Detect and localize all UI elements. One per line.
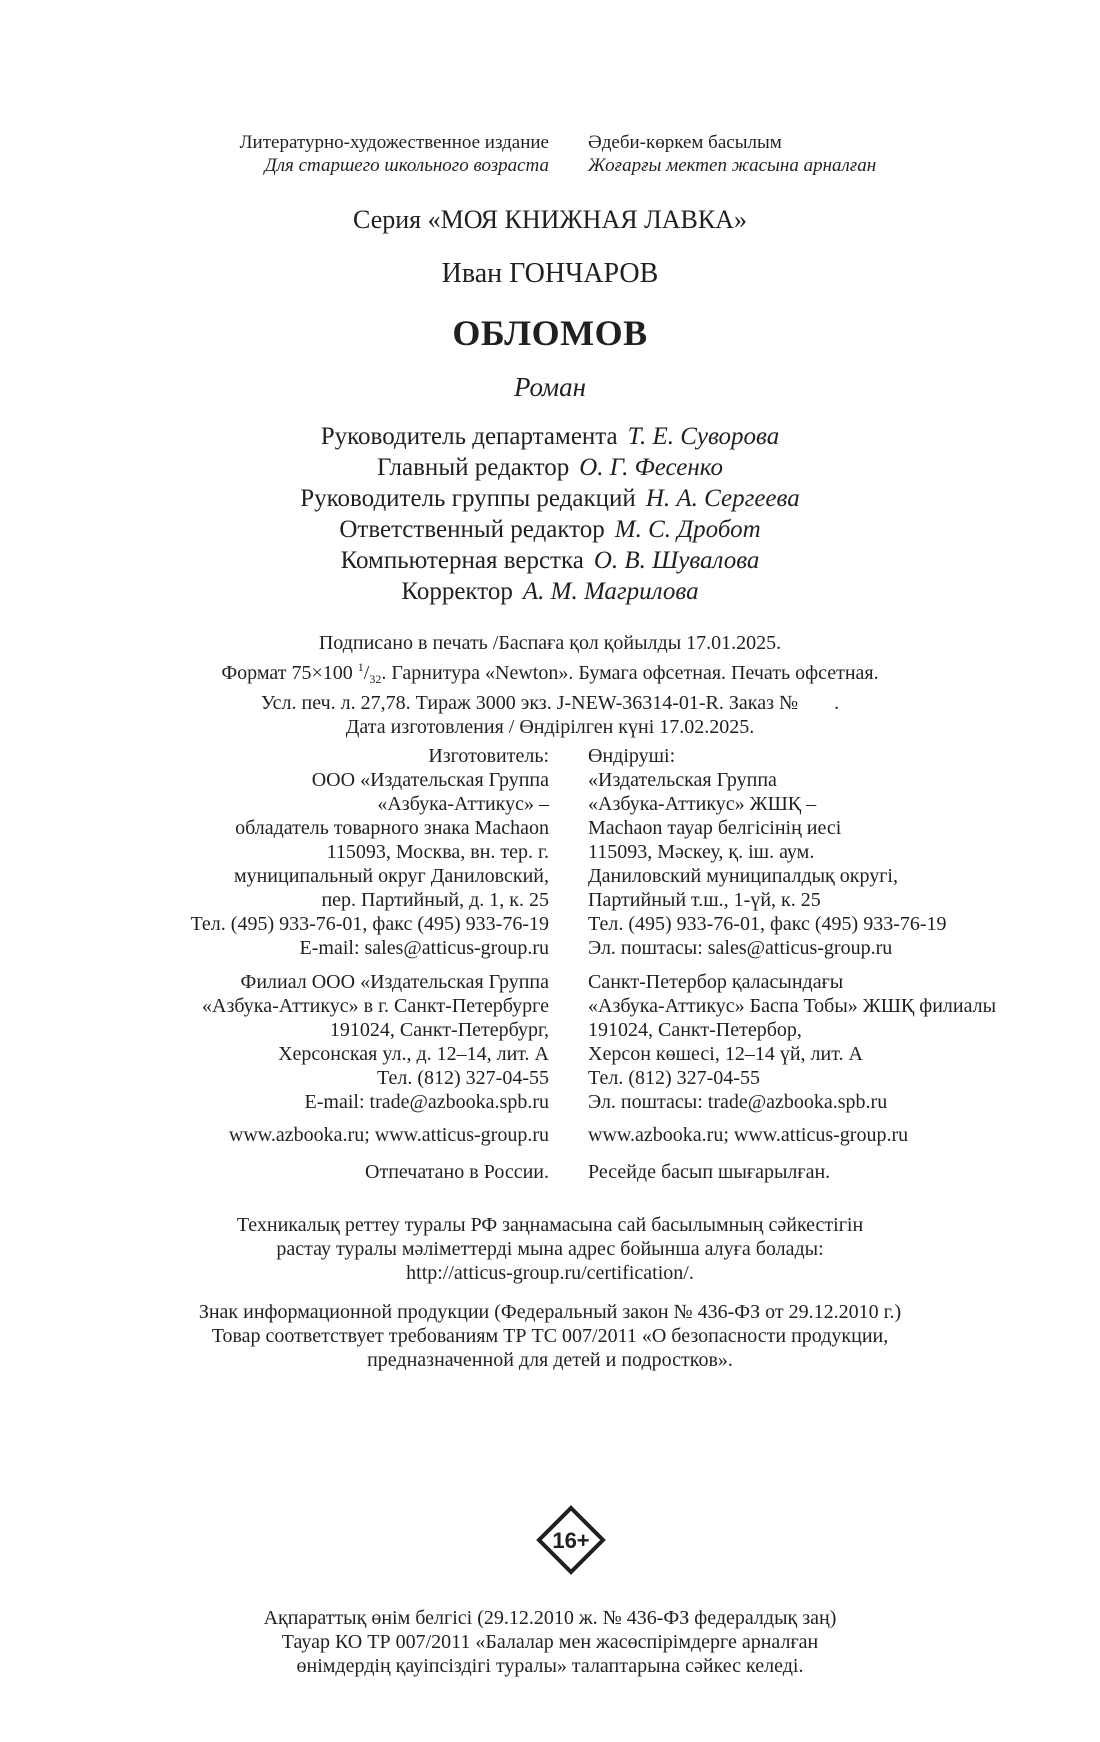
credit-name: О. В. Шувалова: [593, 547, 760, 574]
book-genre: Роман: [513, 372, 587, 402]
edition-type-kz: Әдеби-көркем басылым: [588, 132, 782, 153]
manufacturer-line: Тел. (495) 933-76-01, факс (495) 933-76-19: [190, 913, 549, 935]
age-rating-diamond-icon: [536, 1505, 606, 1575]
manufacturer-line: Партийный т.ш., 1-үй, к. 25: [588, 889, 821, 911]
manufacturer-line: 115093, Москва, вн. тер. г.: [326, 841, 549, 863]
manufacturer-line: обладатель товарного знака Machaon: [235, 817, 549, 839]
branch-email: E-mail: trade@azbooka.spb.ru: [304, 1091, 549, 1113]
branch-line: Херсонская ул., д. 12–14, лит. А: [278, 1043, 549, 1065]
info-sign-kz: [0, 1606, 1100, 1678]
volume-text: Усл. печ. л. 27,78. Тираж 3000 экз. J-NEW-36314-01-R. Заказ №: [260, 692, 799, 714]
credit-role: Главный редактор: [376, 454, 570, 481]
info-sign-line: Тауар КО ТР 007/2011 «Балалар мен жасөспірімдерге арналған: [281, 1631, 819, 1653]
manufacturer-kz: [588, 744, 947, 960]
manufacturer-line: муниципальный округ Даниловский,: [233, 865, 549, 887]
header-left: [240, 131, 549, 177]
websites-ru: www.azbooka.ru; www.atticus-group.ru: [228, 1124, 549, 1146]
branch-line: Санкт-Петербор қаласындағы: [588, 971, 844, 993]
age-group-ru: Для старшего школьного возраста: [264, 155, 549, 176]
credits-list: [0, 421, 1100, 607]
manufacturer-line: Machaon тауар белгісінің иесі: [588, 817, 842, 839]
manufacturer-line: ООО «Издательская Группа: [311, 769, 549, 791]
format-suffix: . Гарнитура «Newton». Бумага офсетная. Печать офсетная.: [381, 662, 879, 684]
manufacturer-line: Даниловский муниципалдық округі,: [588, 865, 898, 887]
info-sign-line: өнімдердің қауіпсіздігі туралы» талаптарына сәйкес келеді.: [296, 1655, 804, 1677]
branch-line: 191024, Санкт-Петербор,: [588, 1019, 802, 1041]
age-rating-label: 16+: [552, 1528, 590, 1553]
branch-line: Херсон көшесі, 12–14 үй, лит. А: [588, 1043, 863, 1065]
book-title: ОБЛОМОВ: [452, 313, 648, 353]
manufacturer-line: Тел. (495) 933-76-01, факс (495) 933-76-19: [588, 913, 947, 935]
branch-line: «Азбука-Аттикус» в г. Санкт-Петербурге: [202, 995, 549, 1017]
printed-ru: Отпечатано в России.: [365, 1161, 549, 1183]
certification-line: растау туралы мәліметтерді мына адрес бойынша алуға болады:: [276, 1238, 824, 1260]
volume-line: [0, 691, 1100, 715]
branch-line: Тел. (812) 327-04-55: [377, 1067, 549, 1089]
format-denominator: 32: [369, 672, 382, 686]
info-sign-ru: [0, 1300, 1100, 1372]
manufacturer-line: Өндіруші:: [588, 745, 676, 767]
credit-row: [0, 545, 1100, 576]
branch-line: Тел. (812) 327-04-55: [588, 1067, 760, 1089]
info-sign-line: Знак информационной продукции (Федеральный закон № 436-ФЗ от 29.12.2010 г.): [198, 1301, 902, 1323]
branch-kz: [588, 970, 996, 1114]
manufacture-date: Дата изготовления / Өндірілген күні 17.02.2025.: [345, 716, 755, 738]
credit-role: Компьютерная верстка: [340, 547, 584, 574]
credit-role: Руководитель департамента: [320, 423, 618, 450]
credit-name: Н. А. Сергеева: [645, 485, 800, 512]
websites-kz: www.azbooka.ru; www.atticus-group.ru: [588, 1124, 909, 1146]
info-sign-line: Товар соответствует требованиям ТР ТС 007/2011 «О безопасности продукции,: [211, 1325, 889, 1347]
manufacturer-line: 115093, Мәскеу, қ. іш. аум.: [588, 841, 815, 863]
branch-email: Эл. поштасы: trade@azbooka.spb.ru: [588, 1091, 888, 1113]
credit-row: [0, 483, 1100, 514]
credit-name: А. М. Магрилова: [522, 578, 699, 605]
printed-kz: Ресейде басып шығарылған.: [588, 1161, 831, 1183]
credit-row: [0, 576, 1100, 607]
manufacturer-ru: [190, 744, 549, 960]
branch-line: 191024, Санкт-Петербург,: [329, 1019, 549, 1041]
signed-date: Подписано в печать /Баспаға қол қойылды 17.01.2025.: [318, 632, 782, 654]
credit-name: Т. Е. Суворова: [627, 423, 780, 450]
manufacturer-email: E-mail: sales@atticus-group.ru: [299, 937, 549, 959]
age-group-kz: Жоғарғы мектеп жасына арналған: [588, 155, 877, 176]
manufacturer-line: «Азбука-Аттикус» ЖШҚ –: [588, 793, 817, 815]
manufacturer-line: пер. Партийный, д. 1, к. 25: [321, 889, 549, 911]
format-prefix: Формат 75×100: [221, 662, 358, 684]
header-right: [588, 131, 876, 177]
info-sign-line: предназначенной для детей и подростков».: [367, 1349, 733, 1371]
format-line: Формат 75×100 $^1/_{32}$. Гарнитура «Newton». Бумага офсетная. Печать офсетная.: [221, 660, 879, 686]
credit-role: Корректор: [401, 578, 513, 605]
edition-type-ru: Литературно-художественное издание: [239, 132, 549, 153]
info-sign-line: Ақпараттық өнім белгісі (29.12.2010 ж. № 436-ФЗ федералдық заң): [263, 1607, 837, 1629]
credit-name: О. Г. Фесенко: [579, 454, 724, 481]
credit-row: [0, 514, 1100, 545]
credit-role: Руководитель группы редакций: [300, 485, 636, 512]
manufacturer-line: Изготовитель:: [428, 745, 549, 767]
branch-line: Филиал ООО «Издательская Группа: [240, 971, 549, 993]
certification-url: http://atticus-group.ru/certification/.: [406, 1262, 694, 1284]
age-rating-badge: [536, 1505, 606, 1575]
format-numerator: 1: [357, 660, 364, 674]
certification-line: Техникалық реттеу туралы РФ заңнамасына сай басылымның сәйкестігін: [236, 1214, 864, 1236]
manufacturer-line: «Издательская Группа: [588, 769, 777, 791]
print-info: [0, 631, 1100, 739]
volume-end: .: [834, 692, 840, 714]
series-name: Серия «МОЯ КНИЖНАЯ ЛАВКА»: [353, 205, 747, 234]
credit-row: [0, 452, 1100, 483]
branch-ru: [202, 970, 549, 1114]
credit-role: Ответственный редактор: [339, 516, 605, 543]
credit-name: М. С. Дробот: [614, 516, 761, 543]
manufacturer-email: Эл. поштасы: sales@atticus-group.ru: [588, 937, 893, 959]
branch-line: «Азбука-Аттикус» Баспа Тобы» ЖШҚ филиалы: [588, 995, 997, 1017]
author-name: Иван ГОНЧАРОВ: [441, 258, 659, 289]
credit-row: [0, 421, 1100, 452]
certification-notice: [0, 1213, 1100, 1285]
manufacturer-line: «Азбука-Аттикус» –: [377, 793, 549, 815]
